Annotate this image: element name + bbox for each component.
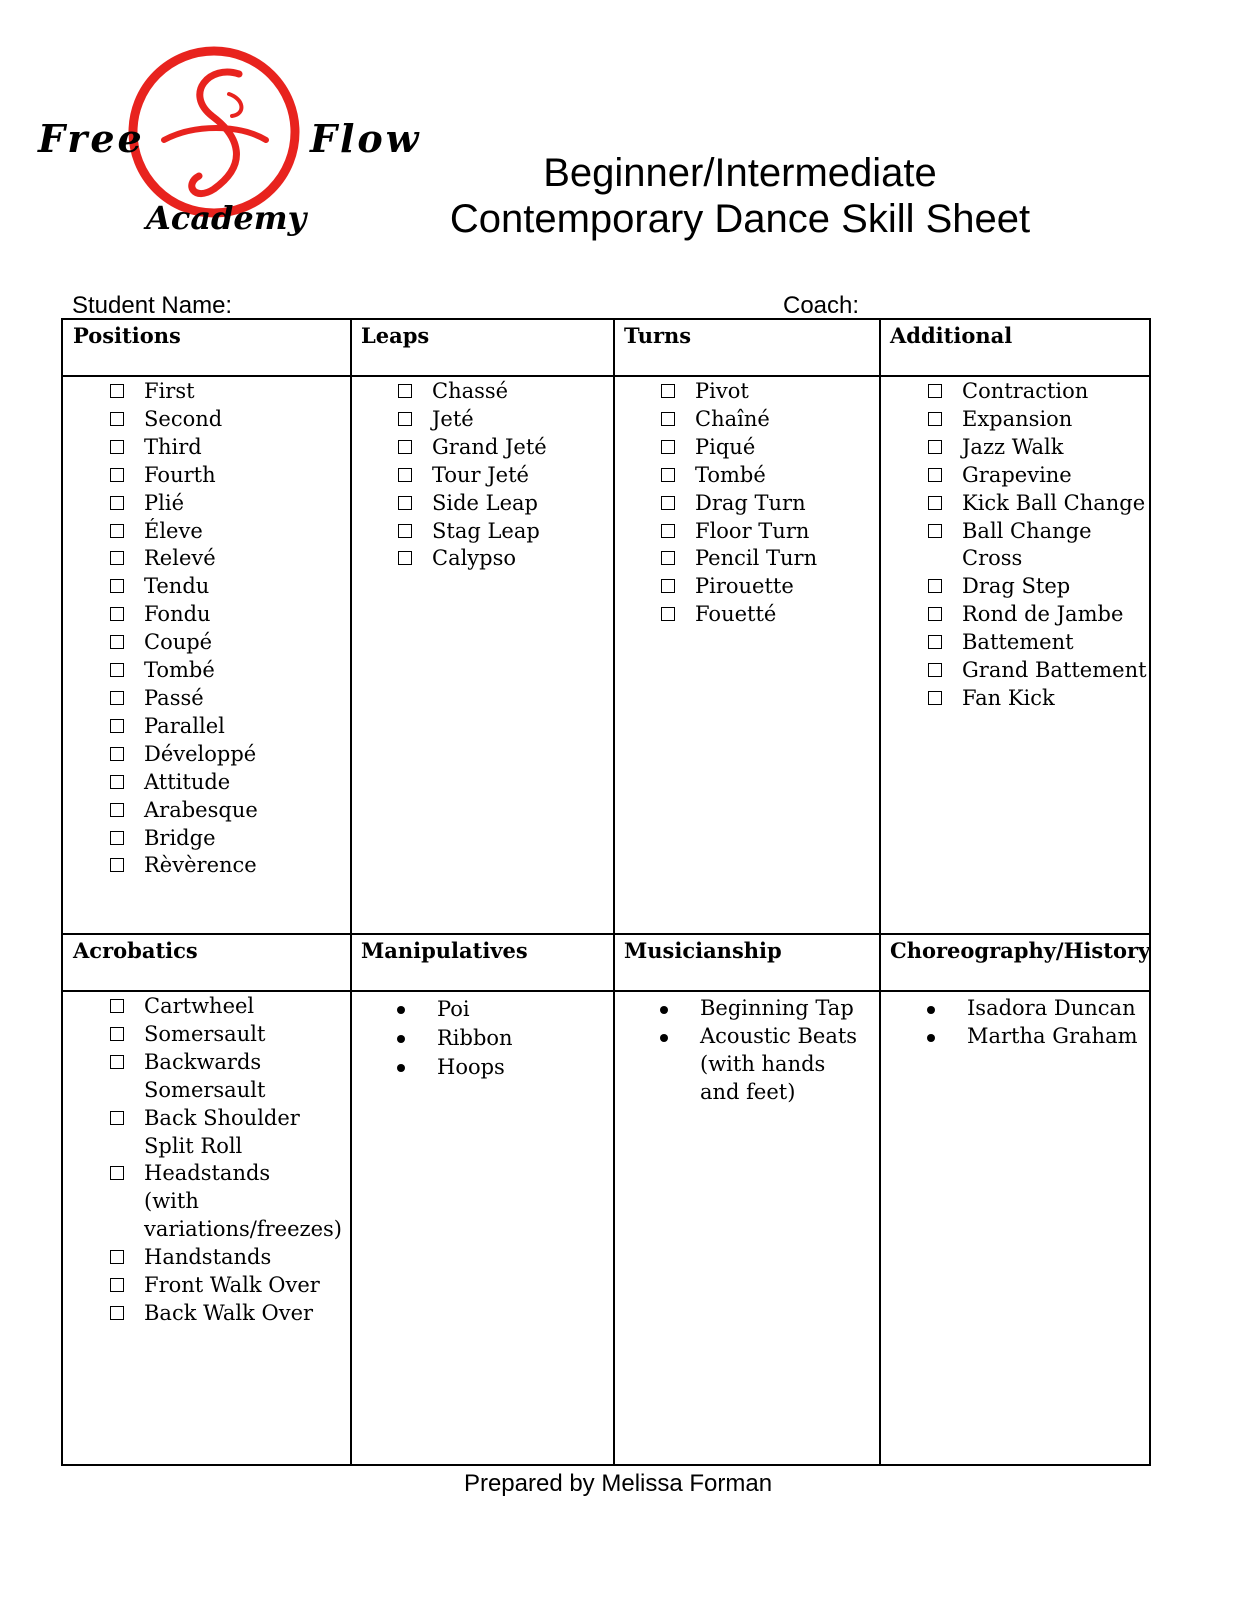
checklist-item (110, 573, 342, 601)
prepared-by-footer: Prepared by Melissa Forman (463, 1470, 773, 1497)
item-label: Battement (962, 630, 1074, 655)
item-label: Parallel (144, 713, 225, 738)
checklist-item (110, 741, 342, 769)
checkbox[interactable] (110, 831, 124, 845)
checkbox[interactable] (928, 440, 942, 454)
column-divider (879, 320, 881, 1464)
checkbox[interactable] (110, 691, 124, 705)
turns-list (661, 378, 871, 629)
item-label: Jazz Walk (962, 434, 1064, 459)
checkbox[interactable] (398, 468, 412, 482)
checklist-item (928, 629, 1150, 657)
checklist-item (110, 1105, 324, 1161)
checklist-item (110, 993, 346, 1021)
acrobatics-list (110, 993, 346, 1328)
checklist-item (110, 825, 342, 853)
checkbox[interactable] (928, 384, 942, 398)
item-label: Pencil Turn (695, 546, 818, 571)
item-label: Side Leap (432, 490, 538, 515)
checklist-item (110, 406, 342, 434)
student-name-label: Student Name: (72, 292, 233, 319)
bullet-icon (927, 1006, 935, 1014)
checkbox[interactable] (110, 384, 124, 398)
item-label: Rond de Jambe (962, 602, 1124, 627)
heading-additional: Additional (890, 323, 1013, 348)
checkbox[interactable] (110, 579, 124, 593)
checklist-item (398, 462, 608, 490)
checklist-item (110, 852, 342, 880)
item-label: Fondu (144, 602, 211, 627)
item-label: Tombé (144, 658, 215, 683)
checkbox[interactable] (928, 607, 942, 621)
item-label: Beginning Tap (700, 996, 854, 1020)
item-label: Expansion (962, 406, 1073, 431)
item-label: Relevé (144, 546, 216, 571)
checkbox[interactable] (928, 635, 942, 649)
checkbox[interactable] (398, 412, 412, 426)
checklist-item (398, 518, 608, 546)
checklist-item (661, 490, 871, 518)
checkbox[interactable] (661, 607, 675, 621)
checklist-item (110, 797, 342, 825)
checkbox[interactable] (398, 384, 412, 398)
item-label: Fan Kick (962, 685, 1055, 710)
checkbox[interactable] (110, 1055, 124, 1069)
item-label: Grapevine (962, 462, 1072, 487)
item-label: Arabesque (144, 797, 258, 822)
checklist-item (110, 545, 342, 573)
item-label: Drag Step (962, 574, 1071, 599)
item-label: Headstands (with variations/freezes) (144, 1161, 342, 1242)
checkbox[interactable] (110, 1306, 124, 1320)
checklist-item (928, 685, 1150, 713)
bullet-icon (397, 1064, 405, 1072)
checkbox[interactable] (110, 524, 124, 538)
item-label: Éleve (144, 518, 203, 543)
checkbox[interactable] (661, 579, 675, 593)
item-label: Contraction (962, 379, 1089, 403)
item-label: Calypso (432, 546, 517, 571)
item-label: Piqué (695, 434, 756, 459)
item-label: Martha Graham (967, 1023, 1138, 1048)
checklist-item (110, 657, 342, 685)
logo-word-free: Free (38, 116, 145, 161)
item-label: Cartwheel (144, 994, 255, 1018)
bullet-item (397, 995, 607, 1024)
item-label: Backwards Somersault (144, 1049, 266, 1102)
item-label: Chaîné (695, 406, 770, 431)
checkbox[interactable] (928, 524, 942, 538)
item-label: Second (144, 406, 223, 431)
row-divider (63, 933, 1149, 935)
bullet-item (660, 1023, 870, 1107)
bullet-icon (927, 1034, 935, 1042)
checkbox[interactable] (928, 496, 942, 510)
item-label: Ball Change Cross (962, 518, 1092, 571)
row-divider (63, 990, 1149, 992)
checkbox[interactable] (661, 440, 675, 454)
checklist-item (110, 434, 342, 462)
choreography-history-list (927, 995, 1149, 1051)
skill-grid (61, 318, 1151, 1466)
checklist-item (110, 1300, 346, 1328)
checklist-item (110, 462, 342, 490)
item-label: Tendu (144, 574, 210, 599)
column-divider (350, 320, 352, 1464)
title-line-1: Beginner/Intermediate (543, 151, 937, 195)
checkbox[interactable] (661, 412, 675, 426)
bullet-item (927, 995, 1149, 1023)
checkbox[interactable] (398, 496, 412, 510)
item-label: Rèvèrence (144, 853, 257, 878)
checklist-item (398, 545, 608, 573)
checklist-item (110, 1160, 342, 1244)
checkbox[interactable] (110, 1027, 124, 1041)
positions-list (110, 378, 342, 880)
item-label: Pirouette (695, 574, 794, 599)
leaps-list (398, 378, 608, 573)
checkbox[interactable] (398, 551, 412, 565)
bullet-icon (660, 1034, 668, 1042)
item-label: Développé (144, 741, 257, 766)
item-label: Handstands (144, 1245, 272, 1270)
checklist-item (110, 713, 342, 741)
item-label: Acoustic Beats (with hands and feet) (700, 1023, 858, 1104)
checkbox[interactable] (110, 468, 124, 482)
checkbox[interactable] (928, 663, 942, 677)
musicianship-list (660, 995, 870, 1107)
checkbox[interactable] (110, 747, 124, 761)
item-label: Bridge (144, 825, 216, 850)
checklist-item (110, 769, 342, 797)
item-label: Grand Battement (962, 658, 1147, 683)
checklist-item (661, 462, 871, 490)
heading-positions: Positions (73, 323, 181, 348)
heading-manipulatives: Manipulatives (361, 938, 528, 963)
checklist-item (928, 518, 1112, 574)
checkbox[interactable] (928, 412, 942, 426)
checkbox[interactable] (110, 999, 124, 1013)
item-label: Ribbon (437, 1026, 513, 1050)
manipulatives-list (397, 995, 607, 1082)
checkbox[interactable] (110, 1111, 124, 1125)
checklist-item (928, 406, 1150, 434)
checkbox[interactable] (110, 551, 124, 565)
academy-logo (34, 44, 444, 250)
checklist-item (928, 573, 1150, 601)
title-line-2: Contemporary Dance Skill Sheet (449, 197, 1031, 241)
checkbox[interactable] (928, 691, 942, 705)
item-label: First (144, 379, 195, 403)
heading-musicianship: Musicianship (624, 938, 782, 963)
checklist-item (110, 1244, 346, 1272)
logo-word-flow: Flow (310, 116, 422, 161)
checkbox[interactable] (661, 524, 675, 538)
checklist-item (110, 1021, 346, 1049)
item-label: Hoops (437, 1055, 505, 1079)
checkbox[interactable] (110, 775, 124, 789)
heading-choreography-history: Choreography/History (890, 938, 1151, 963)
item-label: Grand Jeté (432, 434, 547, 459)
bullet-item (397, 1053, 607, 1082)
bullet-item (927, 1023, 1149, 1051)
heading-acrobatics: Acrobatics (73, 938, 198, 963)
checkbox[interactable] (928, 468, 942, 482)
checklist-item (110, 601, 342, 629)
checkbox[interactable] (110, 607, 124, 621)
item-label: Chassé (432, 379, 509, 403)
logo-word-academy: Academy (146, 199, 307, 237)
item-label: Plié (144, 490, 184, 515)
checklist-item (110, 1272, 346, 1300)
checklist-item (661, 434, 871, 462)
item-label: Somersault (144, 1021, 266, 1046)
checklist-item (928, 490, 1150, 518)
checkbox[interactable] (110, 496, 124, 510)
checklist-item (398, 434, 608, 462)
checkbox[interactable] (110, 412, 124, 426)
column-divider (613, 320, 615, 1464)
checklist-item (928, 434, 1150, 462)
item-label: Pivot (695, 379, 749, 403)
heading-turns: Turns (624, 323, 692, 348)
item-label: Passé (144, 685, 204, 710)
checkbox[interactable] (110, 440, 124, 454)
item-label: Tour Jeté (432, 462, 529, 487)
checklist-item (661, 406, 871, 434)
checklist-item (928, 657, 1150, 685)
checklist-item (928, 601, 1150, 629)
checklist-item (398, 490, 608, 518)
item-label: Kick Ball Change (962, 490, 1146, 515)
checkbox[interactable] (661, 496, 675, 510)
checklist-item (661, 573, 871, 601)
row-divider (63, 375, 1149, 377)
checkbox[interactable] (110, 858, 124, 872)
checkbox[interactable] (110, 719, 124, 733)
checklist-item (928, 378, 1150, 406)
page-title (400, 150, 1080, 242)
item-label: Back Shoulder Split Roll (144, 1105, 300, 1158)
checkbox[interactable] (110, 1278, 124, 1292)
bullet-item (660, 995, 870, 1023)
heading-leaps: Leaps (361, 323, 430, 348)
checklist-item (398, 378, 608, 406)
item-label: Drag Turn (695, 490, 806, 515)
bullet-icon (397, 1035, 405, 1043)
checkbox[interactable] (661, 551, 675, 565)
item-label: Poi (437, 997, 470, 1021)
checkbox[interactable] (110, 1166, 124, 1180)
item-label: Isadora Duncan (967, 996, 1136, 1020)
checkbox[interactable] (110, 635, 124, 649)
item-label: Jeté (432, 406, 474, 431)
bullet-item (397, 1024, 607, 1053)
coach-label: Coach: (783, 292, 860, 319)
checklist-item (398, 406, 608, 434)
checkbox[interactable] (661, 468, 675, 482)
item-label: Fouetté (695, 602, 777, 627)
checklist-item (110, 518, 342, 546)
item-label: Attitude (144, 769, 231, 794)
checklist-item (661, 378, 871, 406)
item-label: Tombé (695, 462, 766, 487)
checklist-item (110, 1049, 294, 1105)
checklist-item (110, 629, 342, 657)
checkbox[interactable] (661, 384, 675, 398)
item-label: Floor Turn (695, 518, 810, 543)
checklist-item (110, 378, 342, 406)
item-label: Stag Leap (432, 518, 540, 543)
checklist-item (661, 518, 871, 546)
bullet-icon (660, 1006, 668, 1014)
checklist-item (110, 490, 342, 518)
checklist-item (110, 685, 342, 713)
item-label: Coupé (144, 630, 213, 655)
bullet-icon (397, 1006, 405, 1014)
checklist-item (661, 601, 871, 629)
checkbox[interactable] (110, 803, 124, 817)
checklist-item (661, 545, 871, 573)
item-label: Third (144, 434, 202, 459)
checkbox[interactable] (398, 524, 412, 538)
checkbox[interactable] (928, 579, 942, 593)
item-label: Fourth (144, 462, 216, 487)
item-label: Back Walk Over (144, 1300, 314, 1325)
additional-list (928, 378, 1150, 713)
checkbox[interactable] (110, 663, 124, 677)
checkbox[interactable] (398, 440, 412, 454)
checklist-item (928, 462, 1150, 490)
checkbox[interactable] (110, 1250, 124, 1264)
item-label: Front Walk Over (144, 1273, 320, 1298)
